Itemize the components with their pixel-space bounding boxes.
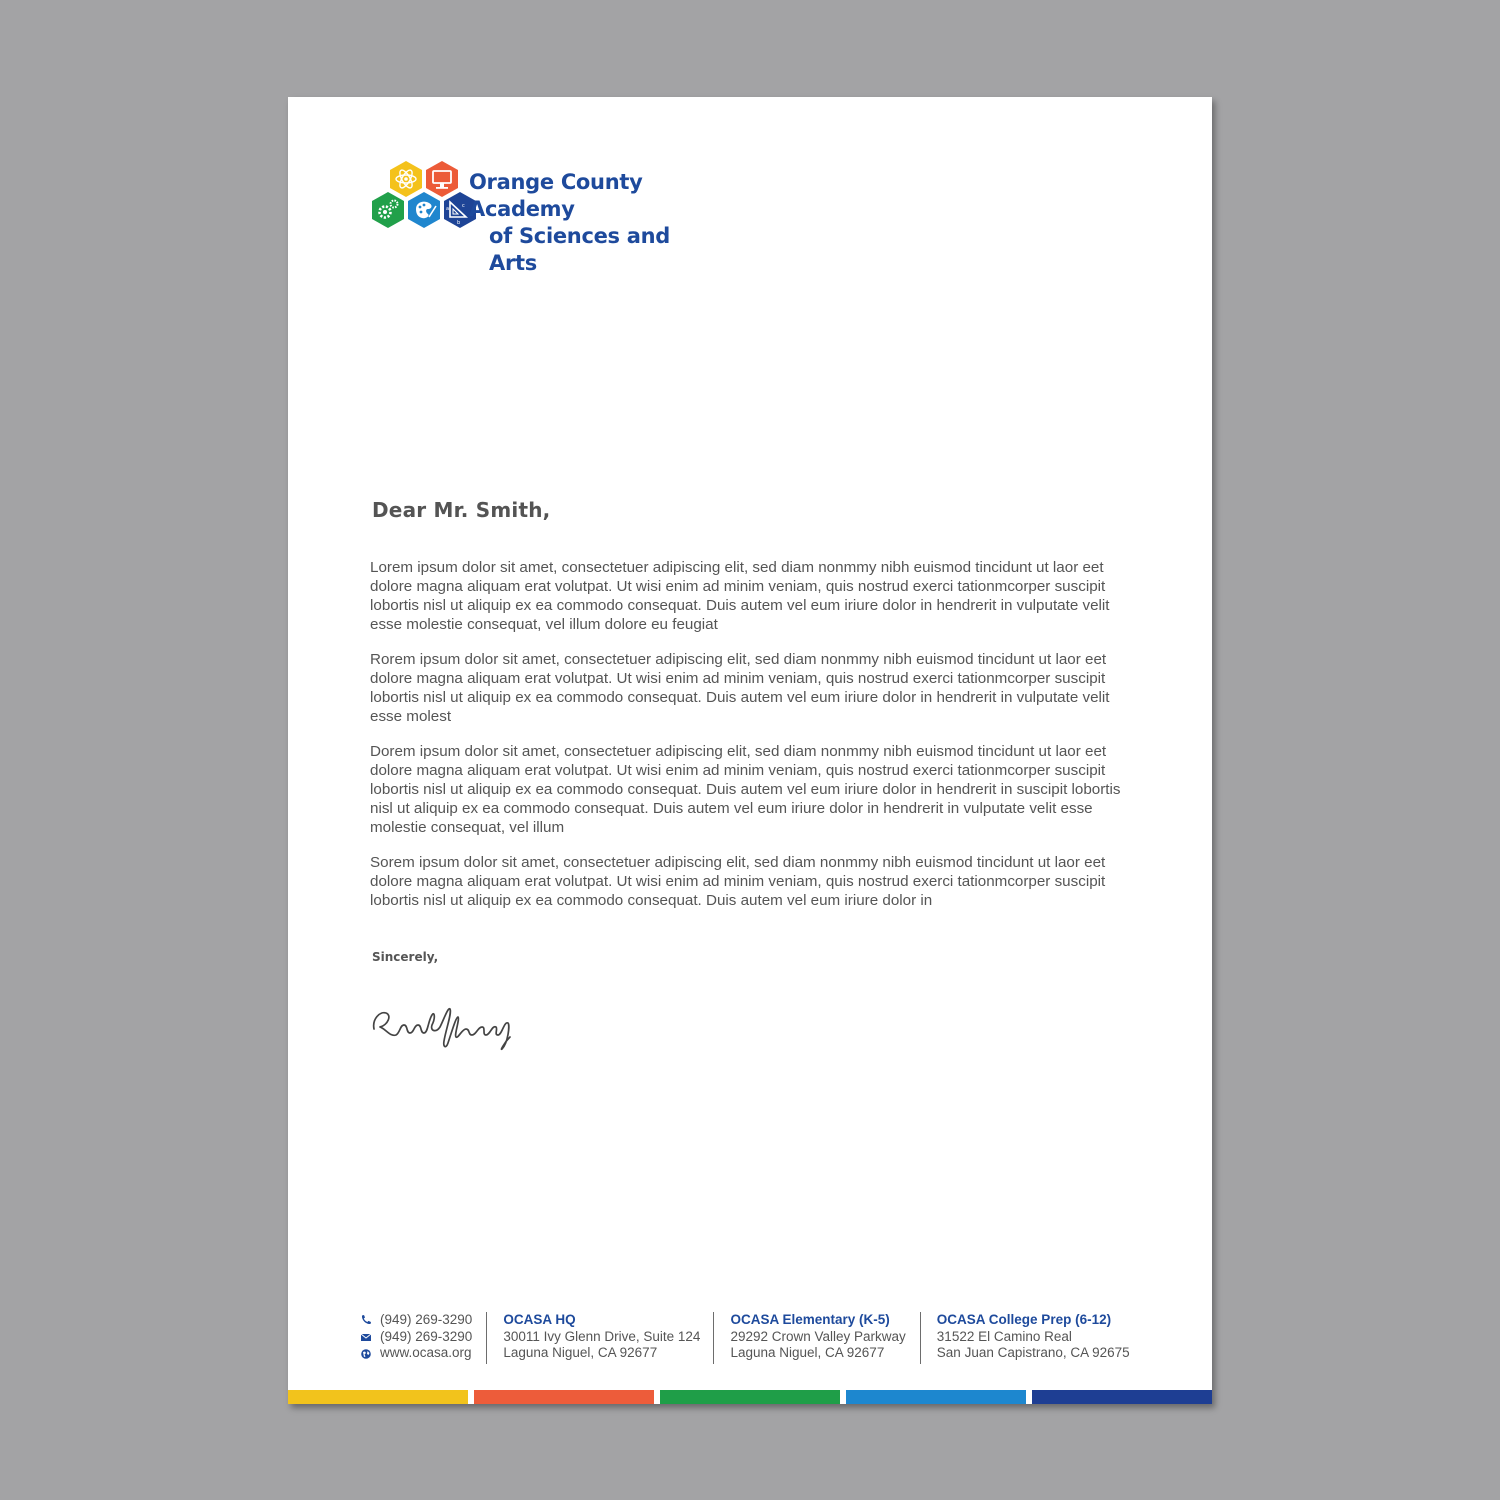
svg-text:a: a (446, 206, 450, 212)
stripe-green (660, 1390, 840, 1404)
school-name-line2: of Sciences and Arts (489, 224, 670, 275)
color-stripe-bar (288, 1390, 1212, 1404)
school-name-line1: Orange County Academy (469, 170, 643, 221)
stripe-yellow (288, 1390, 468, 1404)
footer (360, 1312, 1144, 1364)
school-logo (370, 159, 720, 275)
closing: Sincerely, (372, 950, 439, 964)
gears-icon (372, 192, 404, 228)
location-hq (486, 1312, 713, 1364)
location-title: OCASA Elementary (K-5) (730, 1312, 890, 1327)
contact-info (360, 1312, 486, 1364)
location-address-line1: 29292 Crown Valley Parkway (730, 1328, 906, 1344)
fax-row (360, 1329, 472, 1346)
letter-body (370, 558, 1130, 926)
location-address-line2: Laguna Niguel, CA 92677 (730, 1345, 885, 1361)
monitor-icon (426, 161, 458, 197)
website-link[interactable]: www.ocasa.org (380, 1345, 472, 1361)
svg-text:c: c (462, 203, 465, 209)
phone-row (360, 1312, 472, 1329)
location-address-line1: 31522 El Camino Real (936, 1328, 1072, 1344)
globe-icon (360, 1348, 372, 1360)
phone-number: (949) 269-3290 (380, 1312, 473, 1327)
body-paragraph: Sorem ipsum dolor sit amet, consectetuer adipiscing elit, sed diam nonmmy nibh euismod tincidunt ut laor eet dolore magna aliquam erat volutpat. Ut wisi enim ad minim veniam, quis nostrud exerci tationmcorper suscipit lobortis nisl ut aliquip ex ea commodo consequat. Duis autem vel eum iriure dolor in (370, 854, 1106, 909)
school-name (469, 169, 720, 277)
mail-icon (360, 1331, 372, 1343)
fax-number: (949) 269-3290 (380, 1328, 473, 1344)
stripe-light-blue (846, 1390, 1026, 1404)
palette-icon (408, 192, 440, 228)
salutation: Dear Mr. Smith, (372, 498, 551, 522)
location-address-line2: San Juan Capistrano, CA 92675 (936, 1345, 1130, 1361)
svg-text:b: b (457, 220, 461, 226)
logo-hexagon-cluster (370, 159, 480, 235)
location-title: OCASA HQ (503, 1312, 576, 1327)
body-paragraph: Rorem ipsum dolor sit amet, consectetuer adipiscing elit, sed diam nonmmy nibh euismod tincidunt ut laor eet dolore magna aliquam erat volutpat. Ut wisi enim ad minim veniam, quis nostrud exerci tationmcorper suscipit lobortis nisl ut aliquip ex ea commodo consequat. Duis autem vel eum iriure dolor in hendrerit in vulputate velit esse molest (370, 651, 1110, 725)
location-title: OCASA College Prep (6-12) (936, 1312, 1112, 1327)
website-row (360, 1345, 472, 1362)
location-address-line2: Laguna Niguel, CA 92677 (503, 1345, 658, 1361)
location-college-prep (920, 1312, 1144, 1364)
letterhead-sheet (288, 97, 1212, 1404)
signature (370, 995, 530, 1055)
location-elementary (713, 1312, 919, 1364)
body-paragraph: Lorem ipsum dolor sit amet, consectetuer adipiscing elit, sed diam nonmmy nibh euismod tincidunt ut laor eet dolore magna aliquam erat volutpat. Ut wisi enim ad minim veniam, quis nostrud exerci tationmcorper suscipit lobortis nisl ut aliquip ex ea commodo consequat. Duis autem vel eum iriure dolor in hendrerit in vulputate velit esse molestie consequat, vel illum dolore eu feugiat (370, 559, 1110, 633)
phone-icon (360, 1314, 372, 1326)
body-paragraph: Dorem ipsum dolor sit amet, consectetuer adipiscing elit, sed diam nonmmy nibh euismod tincidunt ut laor eet dolore magna aliquam erat volutpat. Ut wisi enim ad minim veniam, quis nostrud exerci tationmcorper suscipit lobortis nisl ut aliquip ex ea commodo consequat. Duis autem vel eum iriure dolor in hendrerit in suscipit lobortis nisl ut aliquip ex ea commodo consequat. Duis autem vel eum iriure dolor in hendrerit in vulputate velit esse molestie consequat, vel illum (370, 743, 1121, 836)
location-address-line1: 30011 Ivy Glenn Drive, Suite 124 (503, 1328, 701, 1344)
atom-icon (390, 161, 422, 197)
stripe-dark-blue (1032, 1390, 1212, 1404)
stripe-orange (474, 1390, 654, 1404)
